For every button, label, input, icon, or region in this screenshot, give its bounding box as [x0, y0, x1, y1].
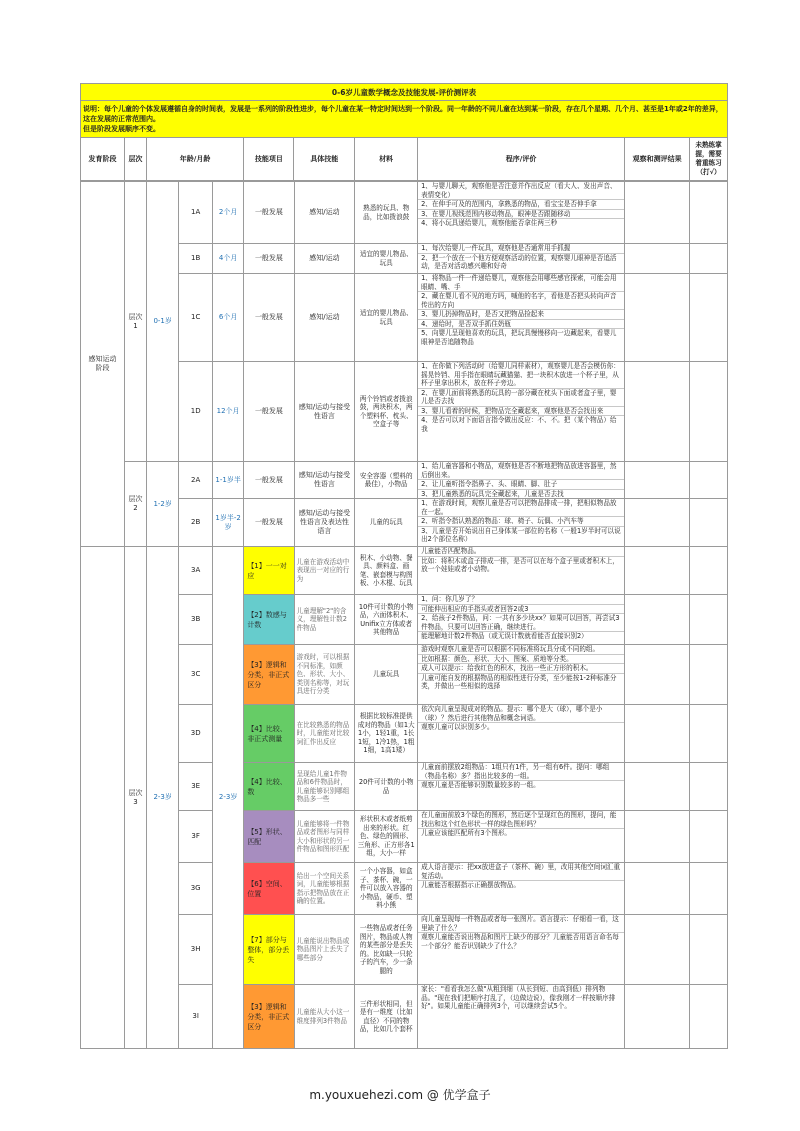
item-cell: 【3】逻辑和分类，非正式区分	[244, 645, 294, 705]
procedure-line: 2、让儿童听指令指鼻子、头、眼睛、脚、肚子	[418, 479, 624, 489]
material-cell: 积木、小动物、餐具、颜料盒、画笔、嵌套模与构图板、小木棍、玩具	[355, 547, 418, 595]
checkbox-cell[interactable]	[690, 244, 728, 274]
procedure-line: 3、把儿童熟悉的玩具完全藏起来，儿童是否去找	[418, 489, 624, 499]
age-cell: 6个月	[212, 274, 243, 362]
observe-cell[interactable]	[625, 811, 690, 863]
skill-cell: 游戏时，可以根据不同标准，如颜色、形状、大小、类别名称等，对玩具进行分类	[294, 645, 355, 705]
procedure-cell	[418, 499, 625, 547]
material-cell: 三件形状相同，但是有一维度（比如直径）不同的物品，比如几个套杯	[355, 985, 418, 1049]
material-cell: 儿童玩具	[355, 645, 418, 705]
table-note	[81, 101, 728, 138]
skill-cell: 感知/运动与接受性语言	[294, 362, 355, 462]
checkbox-cell[interactable]	[690, 863, 728, 915]
procedure-cell	[418, 863, 625, 915]
material-cell: 适宜的婴儿物品、玩具	[355, 244, 418, 274]
stage-cell-empty	[81, 547, 125, 1049]
procedure-line: 儿童能否匹配物品。	[421, 547, 481, 555]
item-cell: 【7】部分与整体，部分丢失	[244, 915, 294, 985]
level-age-cell: 0-1岁	[146, 182, 178, 462]
procedure-cell	[418, 915, 625, 985]
observe-cell[interactable]	[625, 462, 690, 499]
procedure-cell	[418, 705, 625, 763]
procedure-line: 2、听指令指认熟悉的物品：球、椅子、玩偶、小汽车等	[418, 516, 624, 526]
skill-cell: 儿童能说出物品或物品图片上丢失了哪些部分	[294, 915, 355, 985]
code-cell: 3A	[179, 547, 213, 595]
procedure-cell	[418, 274, 625, 362]
procedure-cell	[418, 182, 625, 244]
procedure-line: 观察儿童是否能够识别数量较多的一组。	[418, 780, 624, 790]
procedure-cell	[418, 595, 625, 645]
checkbox-cell[interactable]	[690, 462, 728, 499]
material-cell: 适宜的婴儿物品、玩具	[355, 274, 418, 362]
procedure-line: 游戏时观察儿童是否可以根据不同标准将玩具分成不同的组。	[421, 645, 600, 653]
skill-cell: 儿童能从大小这一维度排列3件物品	[294, 985, 355, 1049]
material-cell: 安全容器（塑料的最佳），小物品	[355, 462, 418, 499]
procedure-cell	[418, 462, 625, 499]
item-cell: 一般发展	[244, 182, 294, 244]
header-skill: 具体技能	[294, 138, 355, 181]
item-cell: 一般发展	[244, 244, 294, 274]
procedure-line: 比如根据：颜色、形状、大小、图案、质地等分类。	[418, 654, 624, 664]
item-cell: 一般发展	[244, 274, 294, 362]
procedure-line: 成人语言提示：把xx放进盒子（茶杯、碗）里，改用其他空间词汇重复活动。	[421, 863, 621, 880]
code-cell: 3H	[179, 915, 213, 985]
procedure-line: 4、将小玩具递给婴儿，观察他能否拿住两三秒	[418, 218, 624, 228]
code-cell: 3B	[179, 595, 213, 645]
procedure-line: 1、在你做下列活动时（给婴儿同样素材），观察婴儿是否会模仿你：摇晃铃铛、用手指在眼睛玩藏猫猫、把一块积木放进一个杯子里，从杯子里拿出积木，放在杯子旁边。	[421, 362, 620, 387]
material-cell: 一个小容器，如盒子、茶杯、碗，一件可以放入容器的小物品，硬币、塑料小熊	[355, 863, 418, 915]
procedure-line: 1、给儿童容器和小物品，观察他是否不断地把物品放进容器里，然后倒出来。	[421, 462, 617, 479]
assessment-sheet	[80, 83, 728, 1049]
header-observe: 观察和测评结果	[625, 138, 690, 181]
procedure-line: 儿童应该能匹配所有3个图形。	[418, 828, 624, 838]
code-cell: 1A	[179, 182, 213, 244]
observe-cell[interactable]	[625, 763, 690, 811]
item-cell: 一般发展	[244, 499, 294, 547]
skill-cell: 在比较熟悉的物品时，儿童能对比较词汇作出反应	[294, 705, 355, 763]
skill-cell: 感知/运动与接受性语言	[294, 462, 355, 499]
observe-cell[interactable]	[625, 705, 690, 763]
procedure-line: 2、给孩子2件物品，问：一共有多少块xx？如果可以回答，再尝试3件物品，只要可以回答正确，继续进行。	[418, 613, 624, 631]
procedure-line: 在儿童面前放3个绿色的图形，然后逐个呈现红色的图形，提问，能找出和这个红色形状一样的绿色图形吗？	[421, 811, 617, 828]
checkbox-cell[interactable]	[690, 705, 728, 763]
level-cell: 层次1	[124, 182, 146, 462]
assessment-body	[80, 181, 728, 1049]
checkbox-cell[interactable]	[690, 362, 728, 462]
code-cell: 3I	[179, 985, 213, 1049]
procedure-cell	[418, 547, 625, 595]
checkbox-cell[interactable]	[690, 595, 728, 645]
observe-cell[interactable]	[625, 645, 690, 705]
checkbox-cell[interactable]	[690, 915, 728, 985]
procedure-line: 儿童能否根据指示正确摆放物品。	[418, 880, 624, 890]
procedure-line: 儿童面前摆放2组物品：1组只有1件，另一组有6件。提问：哪组（物品名称）多？指出比较多的一组。	[421, 763, 610, 780]
material-cell: 两个铃铛或者拨浪鼓，两块积木，两个塑料杯、枕头、空盒子等	[355, 362, 418, 462]
age-cell: 2-3岁	[212, 547, 243, 1049]
header-unmastered: 未熟练掌握，需要着重练习（打√）	[690, 138, 728, 181]
procedure-cell	[418, 763, 625, 811]
procedure-cell	[418, 244, 625, 274]
table-row	[81, 547, 728, 595]
item-cell: 一般发展	[244, 362, 294, 462]
procedure-line: 向儿童呈现每一件物品或者每一张图片。语言提示：仔细看一看，这里缺了什么？	[421, 915, 619, 932]
procedure-line: 2、在婴儿面前将熟悉的玩具的一部分藏在枕头下面或者盒子里，婴儿是否去找	[418, 388, 624, 406]
skill-cell: 感知/运动	[294, 182, 355, 244]
procedure-line: 观察儿童能否说出物品和图片上缺少的部分？儿童能否用语言命名每一个部分？能否识别缺少了什么？	[418, 932, 624, 950]
item-cell: 【5】形状、匹配	[244, 811, 294, 863]
skill-cell: 儿童理解"2"的含义，理解性计数2件物品	[294, 595, 355, 645]
footer-watermark: m.youxuehezi.com @ 优学盒子	[309, 1088, 491, 1102]
item-cell: 【4】比较、数	[244, 763, 294, 811]
procedure-line: 4、是否可以对下面语言指令做出反应：不、不。把（某个物品）给我	[418, 415, 624, 433]
material-cell: 一些物品或者任务图片，物品或人物的某些部分是丢失的。比如缺一只轮子的汽车，少一条腿的	[355, 915, 418, 985]
age-cell: 1-1岁半	[212, 462, 243, 499]
procedure-line: 观察儿童可以识别多少。	[418, 722, 624, 732]
note-line: 但是阶段发展顺序不变。	[83, 125, 160, 133]
level-cell: 层次2	[124, 462, 146, 547]
checkbox-cell[interactable]	[690, 645, 728, 705]
skill-cell: 感知/运动	[294, 274, 355, 362]
assessment-table	[80, 83, 728, 181]
procedure-line: 1、与婴儿聊天，观察他是否注意并作出反应（看大人、发出声音、表情变化）	[421, 182, 617, 199]
table-row	[81, 182, 728, 244]
observe-cell[interactable]	[625, 362, 690, 462]
procedure-line: 3、儿童是否开始说出自己身体某一部位的名称（一般1岁半时可以说出2个部位名称）	[418, 526, 624, 544]
procedure-line: 能理解地计数2件物品（或无误计数就看能否直接识别2）	[418, 631, 624, 641]
observe-cell[interactable]	[625, 863, 690, 915]
header-stage: 发育阶段	[81, 138, 125, 181]
procedure-line: 3、在婴儿视线范围内移动物品，眼神是否跟随移动	[418, 209, 624, 219]
procedure-line: 1、在游戏时间，观察儿童是否可以把物品排成一排，把相似物品放在一起。	[421, 499, 617, 516]
procedure-line: 2、藏在婴儿看不见的地方吗，喊他的名字，看他是否把头转向声音传出的方向	[418, 291, 624, 309]
procedure-line: 儿童可能自发的根据物品的相似性进行分类，至少能按1-2种标准分类，并做出一些相似的选择	[418, 673, 624, 691]
material-cell: 形状积木或者纸剪出来的形状。红色、绿色的圆形、三角形、正方形各1组，大小一样	[355, 811, 418, 863]
code-cell: 3G	[179, 863, 213, 915]
observe-cell[interactable]	[625, 499, 690, 547]
procedure-line: 2、在伸手可及的范围内，拿熟悉的物品，看宝宝是否伸手拿	[418, 199, 624, 209]
code-cell: 3C	[179, 645, 213, 705]
note-line: 说明：每个儿童的个体发展遵循自身的时间表，发展是一系列的阶段性进步，每个儿童在某一特定时间达到一个阶段。同一年龄的不同儿童在达到某一阶段，存在几个星期、几个月、甚至是1年或2年的差异，这在发展的正常范围内。	[83, 105, 723, 123]
procedure-line: 3、婴儿看着的时候，把物品完全藏起来，观察他是否会找出来	[418, 406, 624, 416]
checkbox-cell[interactable]	[690, 985, 728, 1049]
procedure-cell	[418, 645, 625, 705]
skill-cell: 给出一个空间关系词，儿童能够根据指示把物品放在正确的位置。	[294, 863, 355, 915]
procedure-line: 1、每次给婴儿一件玩具，观察他是否通常用手抓握	[421, 244, 571, 252]
material-cell: 儿童的玩具	[355, 499, 418, 547]
observe-cell[interactable]	[625, 182, 690, 244]
age-cell: 1岁半-2岁	[212, 499, 243, 547]
header-material: 材料	[355, 138, 418, 181]
header-skill-item: 技能项目	[244, 138, 294, 181]
code-cell: 3F	[179, 811, 213, 863]
item-cell: 【2】数感与计数	[244, 595, 294, 645]
level-age-cell: 1-2岁	[146, 462, 178, 547]
code-cell: 3D	[179, 705, 213, 763]
material-cell: 10件可计数的小物品，六面体积木、Unifix立方体或者其他物品	[355, 595, 418, 645]
procedure-line: 比如：将积木或盒子排成一排，是否可以在每个盒子里或者积木上，放一个娃娃或者小动物。	[418, 556, 624, 574]
skill-cell: 呈现给儿童1件物品和6件物品时，儿童能够识别哪组物品多一些	[294, 763, 355, 811]
checkbox-cell[interactable]	[690, 811, 728, 863]
procedure-cell	[418, 362, 625, 462]
observe-cell[interactable]	[625, 985, 690, 1049]
procedure-line: 1、问：你几岁了？	[421, 595, 479, 603]
checkbox-cell[interactable]	[690, 763, 728, 811]
age-cell: 12个月	[212, 362, 243, 462]
code-cell: 1C	[179, 274, 213, 362]
skill-cell: 感知/运动与接受性语言及表达性语言	[294, 499, 355, 547]
procedure-cell	[418, 985, 625, 1049]
procedure-cell	[418, 811, 625, 863]
procedure-line: 4、递给时，是否双手抓住奶瓶	[418, 319, 624, 329]
stage-cell: 感知运动阶段	[81, 182, 125, 547]
age-cell: 4个月	[212, 244, 243, 274]
code-cell: 2A	[179, 462, 213, 499]
skill-cell: 感知/运动	[294, 244, 355, 274]
level-age-cell: 2-3岁	[146, 547, 178, 1049]
item-cell: 【1】一一对应	[244, 547, 294, 595]
item-cell: 【6】空间、位置	[244, 863, 294, 915]
header-procedure: 程序/评价	[417, 138, 624, 181]
skill-cell: 儿童在游戏活动中表现出一对应的行为	[294, 547, 355, 595]
item-cell: 一般发展	[244, 462, 294, 499]
header-level: 层次	[124, 138, 146, 181]
code-cell: 1B	[179, 244, 213, 274]
code-cell: 1D	[179, 362, 213, 462]
table-title: 0-6岁儿童数学概念及技能发展-评价测评表	[81, 84, 728, 101]
skill-cell: 儿童能够将一件物品或者图形与同样大小和形状的另一件物品和图形匹配	[294, 811, 355, 863]
checkbox-cell[interactable]	[690, 547, 728, 595]
item-cell: 【4】比较、非正式测量	[244, 705, 294, 763]
procedure-line: 家长："看看我怎么做"从粗到细（从长到短、由高到低）排列物品。"现在我们把顺序打乱了，（边做边说），像我刚才一样按顺序排好"。如果儿童能正确排列3个，可以继续尝试5个。	[421, 985, 616, 1010]
procedure-line: 5、向婴儿呈现他喜欢的玩具，把玩具慢慢移向一边藏起来，看婴儿眼神是否追随物品	[418, 328, 624, 346]
header-age: 年龄/月龄	[146, 138, 243, 181]
checkbox-cell[interactable]	[690, 182, 728, 244]
item-cell: 【3】逻辑和分类，非正式区分	[244, 985, 294, 1049]
procedure-line: 成人可以提示：给我红色的积木，找出一些正方形的积木。	[418, 663, 624, 673]
procedure-line: 1、将物品一件一件递给婴儿，观察他会用哪些感官探索，可能会用眼睛、嘴、手	[421, 274, 617, 291]
checkbox-cell[interactable]	[690, 274, 728, 362]
code-cell: 3E	[179, 763, 213, 811]
observe-cell[interactable]	[625, 244, 690, 274]
observe-cell[interactable]	[625, 915, 690, 985]
procedure-line: 2、把一个放在一个他方便观察活动的位置，观察婴儿眼神是否追活动，是否对活动感兴趣和好奇	[418, 253, 624, 271]
material-cell: 20件可计数的小物品	[355, 763, 418, 811]
material-cell: 根据比较标准提供成对的物品（如1大1小，1轻1重，1长1短，1冷1热，1粗1细，1高1矮）	[355, 705, 418, 763]
observe-cell[interactable]	[625, 274, 690, 362]
observe-cell[interactable]	[625, 547, 690, 595]
material-cell: 熟悉的玩具、物品，比如拨浪鼓	[355, 182, 418, 244]
procedure-line: 可能伸出相应的手指头或者回答2或3	[418, 604, 624, 614]
observe-cell[interactable]	[625, 595, 690, 645]
procedure-line: 依次向儿童呈现成对的物品。提示：哪个是大（球），哪个是小（球）？然后进行其他物品和概念词语。	[421, 705, 603, 722]
age-cell: 2个月	[212, 182, 243, 244]
table-row	[81, 462, 728, 499]
code-cell: 2B	[179, 499, 213, 547]
procedure-line: 3、婴儿扔掉物品时，是否又把物品捡起来	[418, 309, 624, 319]
level-cell: 层次3	[124, 547, 146, 1049]
checkbox-cell[interactable]	[690, 499, 728, 547]
